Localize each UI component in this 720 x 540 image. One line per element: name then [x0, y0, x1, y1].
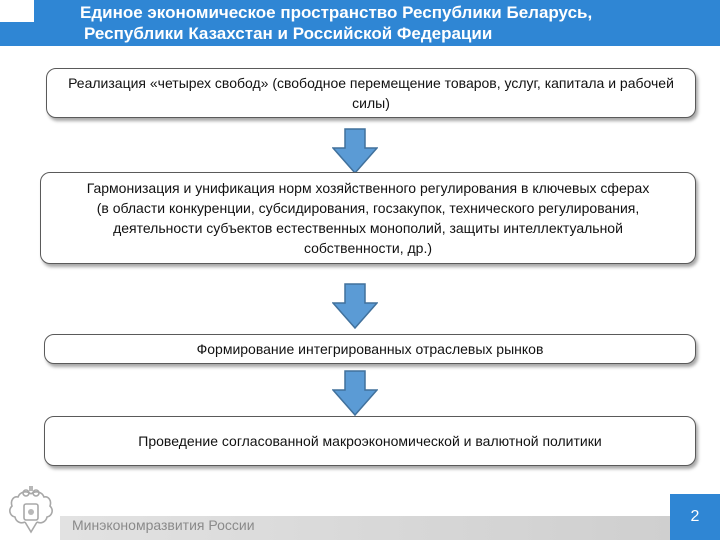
page-number: 2	[670, 494, 720, 540]
down-arrow-icon	[332, 370, 378, 416]
step-text: Реализация «четырех свобод» (свободное перемещение товаров, услуг, капитала и рабочей силы)	[68, 75, 674, 111]
coat-of-arms-icon	[4, 484, 58, 538]
footer-organization: Минэкономразвития России	[72, 517, 255, 533]
step-box-coordinated-policy	[44, 416, 696, 466]
step-text: Формирование интегрированных отраслевых рынков	[196, 341, 544, 357]
slide-title	[80, 2, 700, 44]
header-notch	[0, 0, 34, 22]
step-box-integrated-markets	[44, 334, 696, 364]
step-box-harmonization	[40, 172, 696, 264]
slide-title-line-2: Республики Казахстан и Российской Федерации	[84, 24, 493, 43]
step-text: Гармонизация и унификация норм хозяйственного регулирования в ключевых сферах (в области конкуренции, субсидирования, госзакупок, технического регулирования, деятельности субъектов естественных монополий, защиты интеллектуальной собственности, др.)	[86, 180, 650, 256]
down-arrow-icon	[332, 283, 378, 329]
down-arrow-icon	[332, 128, 378, 174]
step-text: Проведение согласованной макроэкономической и валютной политики	[138, 433, 602, 449]
header-bar	[0, 0, 720, 46]
step-box-four-freedoms	[46, 68, 696, 118]
slide-title-line-1: Единое экономическое пространство Республики Беларусь,	[80, 3, 593, 22]
